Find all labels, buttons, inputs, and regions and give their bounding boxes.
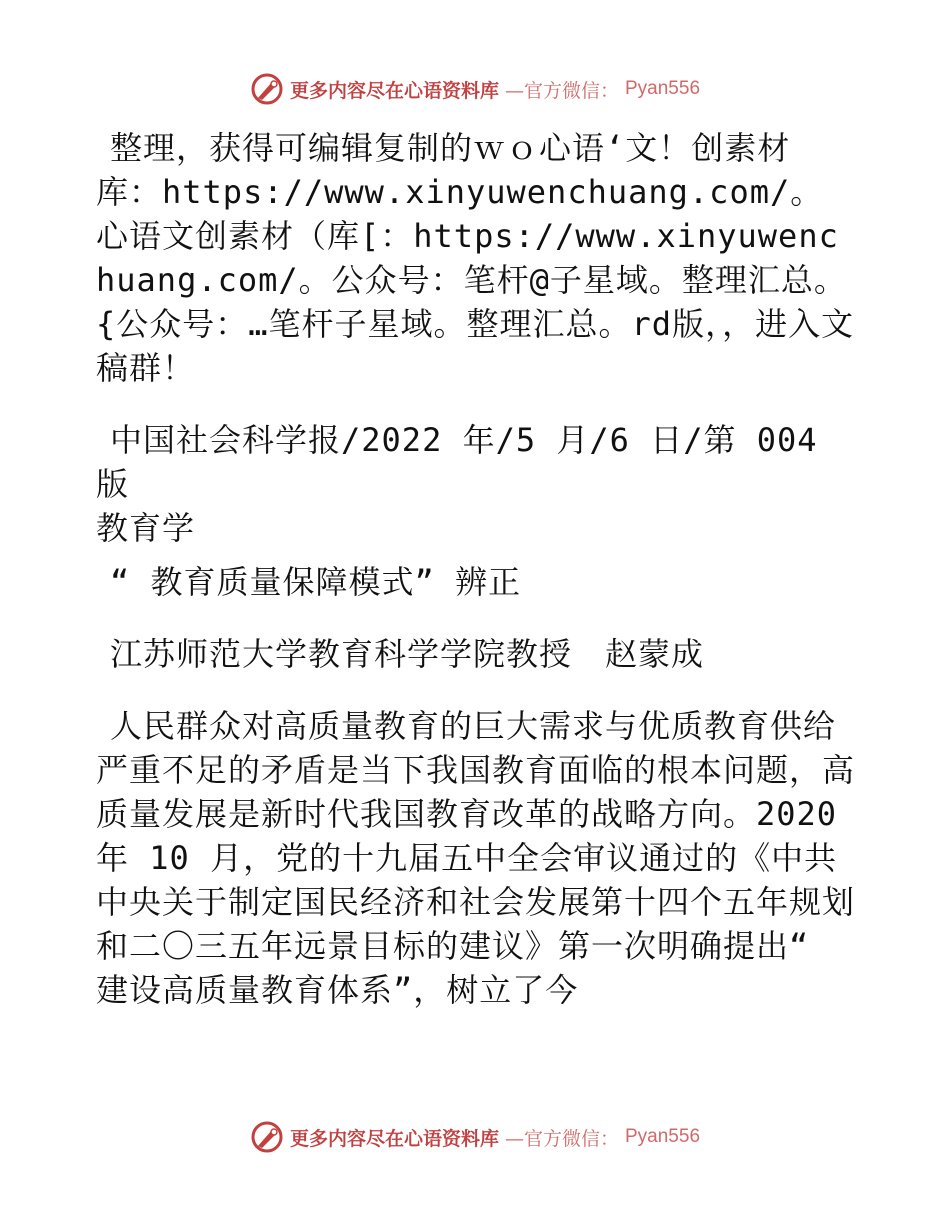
- author-line: 江苏师范大学教育科学学院教授 赵蒙成: [110, 635, 705, 673]
- body-paragraph: 人民群众对高质量教育的巨大需求与优质教育供给严重不足的矛盾是当下我国教育面临的根本问题，高质量发展是新时代我国教育改革的战略方向。2020 年 10 月，党的十九届五中全会审议通过的《中共中央关于制定国民经济和社会发展第十四个五年规划和二〇三五年远景目标的建议》第一次明确提出“ 建设高质量教育体系”，树立了今: [96, 707, 856, 1009]
- source-line: 中国社会科学报/2022 年/5 月/6 日/第 004 版: [96, 421, 818, 503]
- footer-watermark: [0, 1120, 950, 1154]
- pen-logo-icon: [250, 72, 284, 106]
- watermark-brand: 更多内容尽在心语资料库: [289, 79, 499, 102]
- article-title: “ 教育质量保障模式” 辨正: [110, 563, 522, 601]
- watermark-account: Pyan556: [625, 1126, 701, 1147]
- intro-paragraph: 整理，获得可编辑复制的ｗｏ心语‘文！创素材库：https://www.xinyuwenchuang.com/。心语文创素材（库[：https://www.xinyuwenchuang.com/。公众号：笔杆@子星域。整理汇总。{公众号：…笔杆子星域。整理汇总。rd版，，进入文稿群！: [96, 129, 855, 387]
- watermark-account: Pyan556: [625, 78, 701, 99]
- section-label: 教育学: [96, 509, 196, 547]
- watermark-official: —官方微信：: [504, 1127, 619, 1150]
- watermark-official: —官方微信：: [504, 79, 619, 102]
- document-content: [96, 126, 856, 1040]
- pen-logo-icon: [250, 1120, 284, 1154]
- header-watermark: [0, 72, 950, 106]
- watermark-brand: 更多内容尽在心语资料库: [289, 1127, 499, 1150]
